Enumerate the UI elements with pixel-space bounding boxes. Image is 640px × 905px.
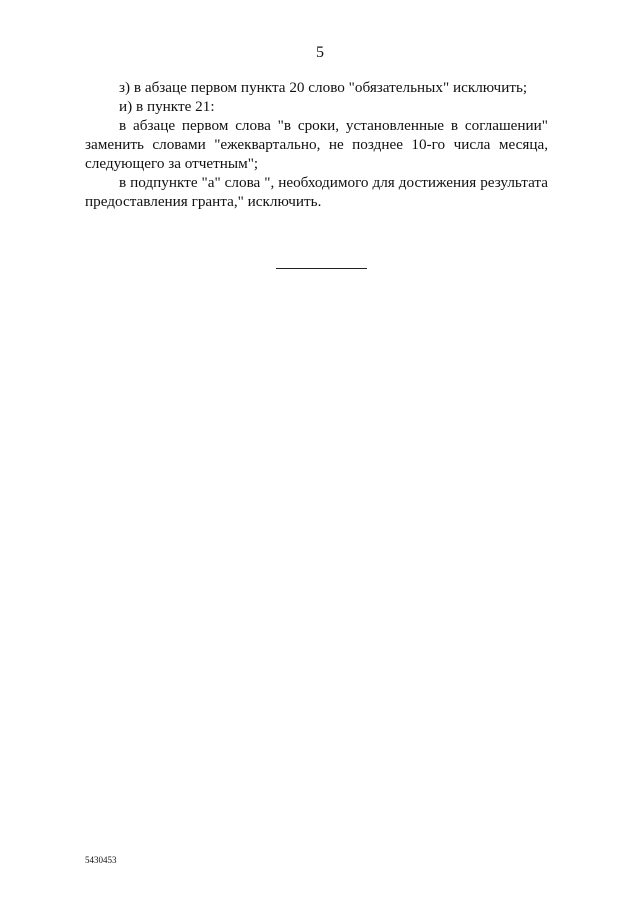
document-code: 5430453 <box>85 855 117 865</box>
paragraph-z: з) в абзаце первом пункта 20 слово "обязательных" исключить; <box>119 79 528 96</box>
document-body <box>85 78 548 211</box>
paragraph-subpoint-a: в подпункте "а" слова ", необходимого для достижения результата предоставления гранта," исключить. <box>85 174 548 210</box>
page-number: 5 <box>316 44 324 61</box>
paragraph-replace-words: в абзаце первом слова "в сроки, установленные в соглашении" заменить словами "ежеквартально, не позднее 10-го числа месяца, следующего за отчетным"; <box>85 117 548 172</box>
paragraph-i: и) в пункте 21: <box>119 98 215 115</box>
end-separator-line <box>276 268 367 269</box>
